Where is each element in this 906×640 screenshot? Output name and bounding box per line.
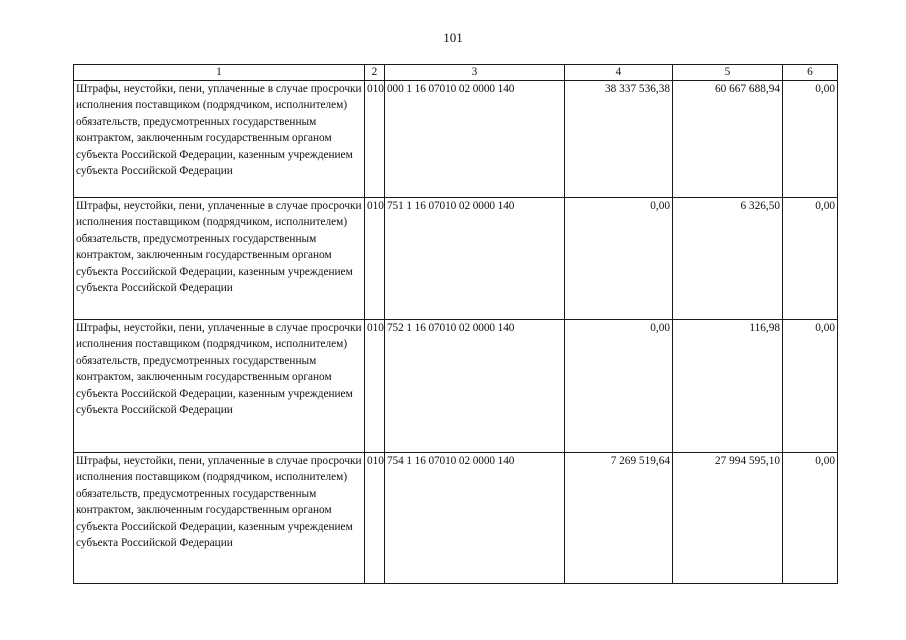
amount-col6-cell: 0,00 xyxy=(783,81,838,198)
budget-code-cell: 752 1 16 07010 02 0000 140 xyxy=(385,320,565,453)
header-col-1: 1 xyxy=(74,65,365,81)
amount-col5-cell: 6 326,50 xyxy=(673,198,783,320)
amount-col6-cell: 0,00 xyxy=(783,453,838,584)
header-col-4: 4 xyxy=(565,65,673,81)
amount-col4-cell: 38 337 536,38 xyxy=(565,81,673,198)
revenue-name-cell: Штрафы, неустойки, пени, уплаченные в случае просрочки исполнения поставщиком (подрядчиком, исполнителем) обязательств, предусмотренных государственным контрактом, заключенным государственным органом субъекта Российской Федерации, казенным учреждением субъекта Российской Федерации xyxy=(74,198,365,320)
amount-col6-cell: 0,00 xyxy=(783,198,838,320)
revenue-name-cell: Штрафы, неустойки, пени, уплаченные в случае просрочки исполнения поставщиком (подрядчиком, исполнителем) обязательств, предусмотренных государственным контрактом, заключенным государственным органом субъекта Российской Федерации, казенным учреждением субъекта Российской Федерации xyxy=(74,453,365,584)
budget-code-cell: 000 1 16 07010 02 0000 140 xyxy=(385,81,565,198)
header-col-3: 3 xyxy=(385,65,565,81)
amount-col6-cell: 0,00 xyxy=(783,320,838,453)
budget-code-cell: 751 1 16 07010 02 0000 140 xyxy=(385,198,565,320)
admin-code-cell: 010 xyxy=(365,81,385,198)
table-row xyxy=(74,81,838,198)
amount-col5-cell: 60 667 688,94 xyxy=(673,81,783,198)
amount-col4-cell: 7 269 519,64 xyxy=(565,453,673,584)
revenue-name-cell: Штрафы, неустойки, пени, уплаченные в случае просрочки исполнения поставщиком (подрядчиком, исполнителем) обязательств, предусмотренных государственным контрактом, заключенным государственным органом субъекта Российской Федерации, казенным учреждением субъекта Российской Федерации xyxy=(74,81,365,198)
amount-col5-cell: 27 994 595,10 xyxy=(673,453,783,584)
amount-col4-cell: 0,00 xyxy=(565,198,673,320)
table-row xyxy=(74,453,838,584)
table-row xyxy=(74,198,838,320)
admin-code-cell: 010 xyxy=(365,453,385,584)
revenue-table xyxy=(73,64,838,584)
admin-code-cell: 010 xyxy=(365,198,385,320)
table-row xyxy=(74,320,838,453)
header-col-2: 2 xyxy=(365,65,385,81)
admin-code-cell: 010 xyxy=(365,320,385,453)
header-col-6: 6 xyxy=(783,65,838,81)
header-col-5: 5 xyxy=(673,65,783,81)
budget-code-cell: 754 1 16 07010 02 0000 140 xyxy=(385,453,565,584)
revenue-name-cell: Штрафы, неустойки, пени, уплаченные в случае просрочки исполнения поставщиком (подрядчиком, исполнителем) обязательств, предусмотренных государственным контрактом, заключенным государственным органом субъекта Российской Федерации, казенным учреждением субъекта Российской Федерации xyxy=(74,320,365,453)
header-row xyxy=(74,65,838,81)
amount-col5-cell: 116,98 xyxy=(673,320,783,453)
amount-col4-cell: 0,00 xyxy=(565,320,673,453)
page-number: 101 xyxy=(443,30,463,45)
